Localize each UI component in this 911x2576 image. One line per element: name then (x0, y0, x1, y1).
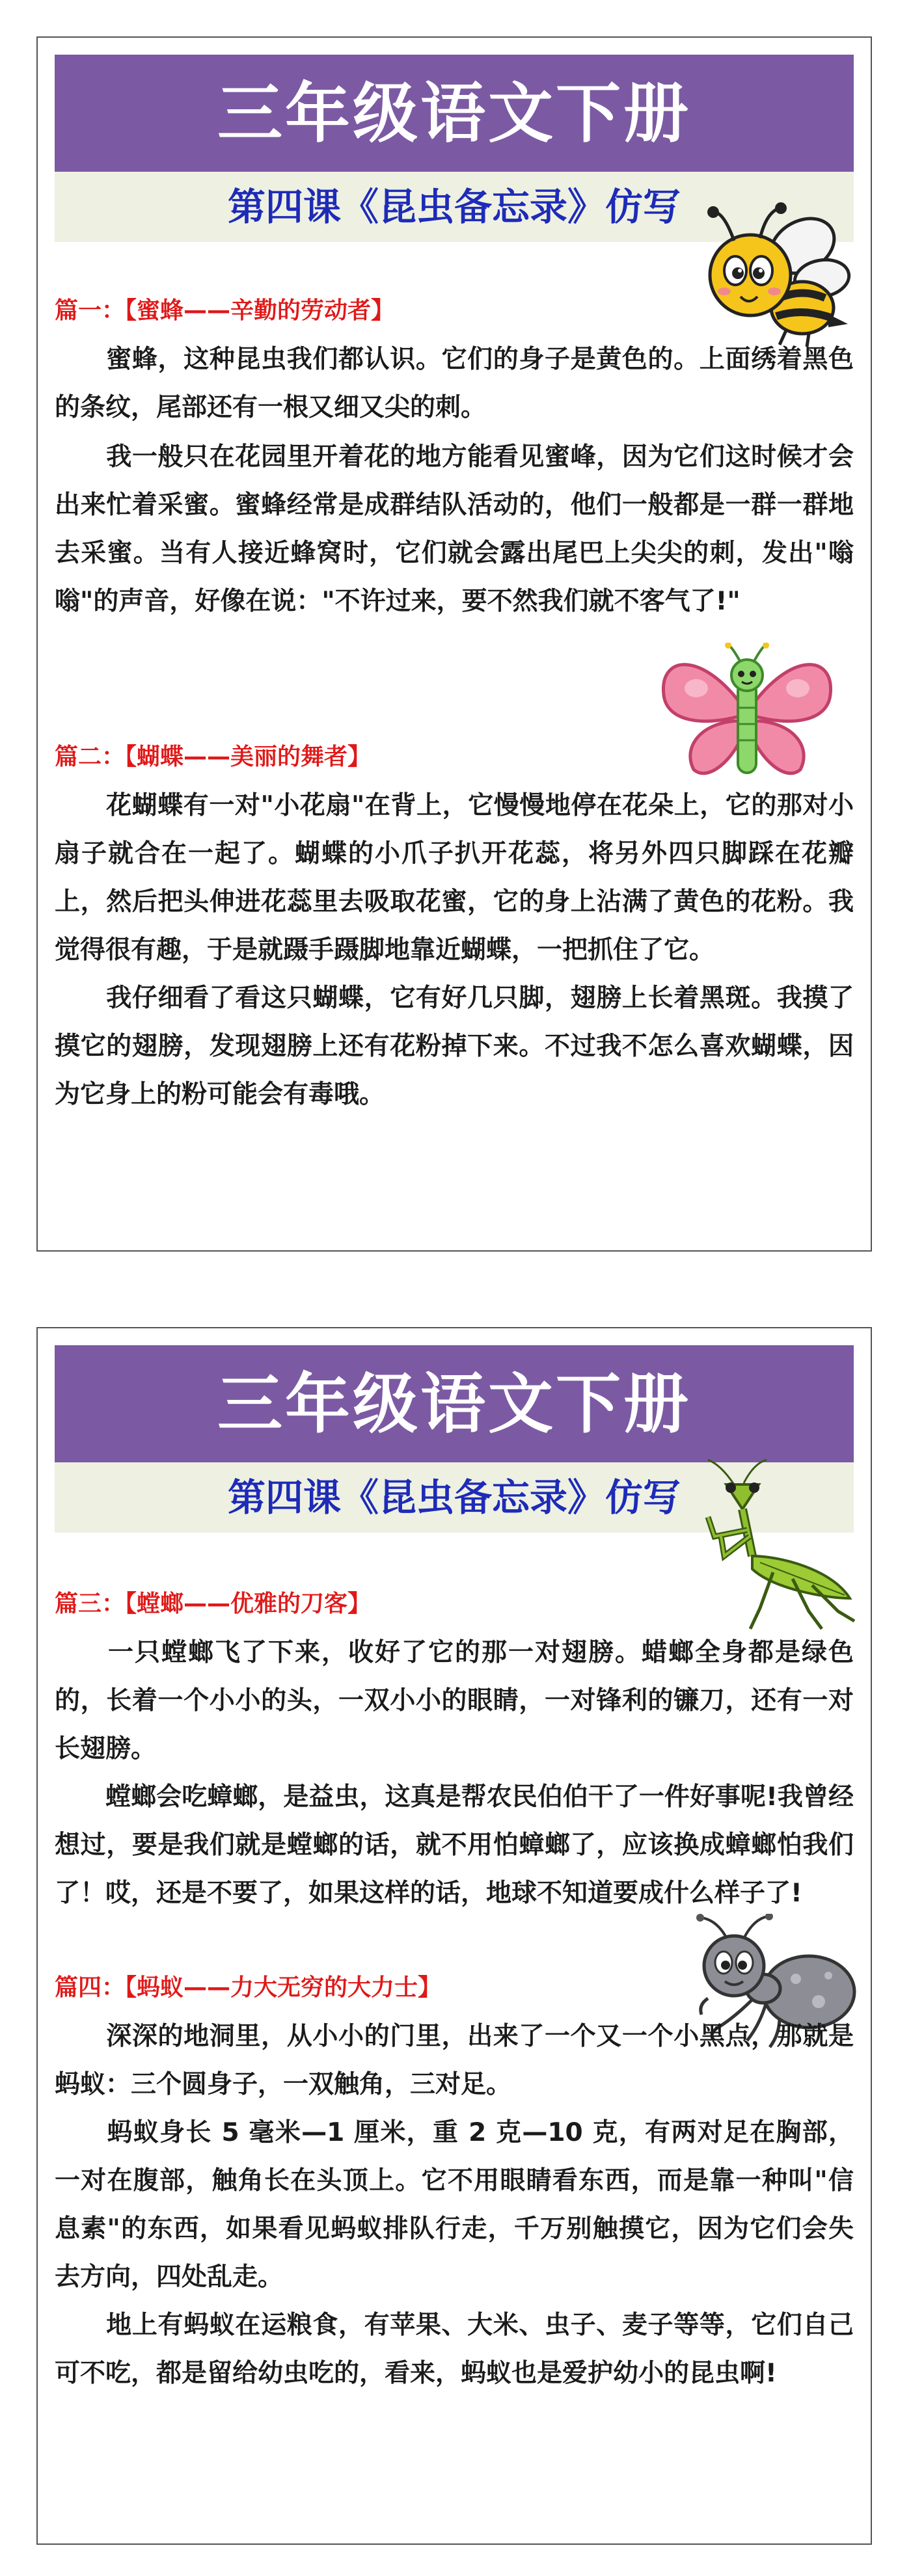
paragraph: 螳螂会吃蟑螂，是益虫，这真是帮农民伯伯干了一件好事呢!我曾经想过，要是我们就是螳螂的话，就不用怕蟑螂了，应该换成蟑螂怕我们了！哎，还是不要了，如果这样的话，地球不知道要成什么样子了! (55, 1782, 854, 1908)
butterfly-icon (656, 643, 838, 786)
paragraph: 我仔细看了看这只蝴蝶，它有好几只脚，翅膀上长着黑斑。我摸了摸它的翅膀，发现翅膀上还有花粉掉下来。不过我不怎么喜欢蝴蝶，因为它身上的粉可能会有毒哦。 (55, 984, 854, 1109)
page-subtitle: 第四课《昆虫备忘录》仿写 (55, 1462, 854, 1533)
paragraph: 地上有蚂蚁在运粮食，有苹果、大米、虫子、麦子等等，它们自己可不吃，都是留给幼虫吃的，看来，蚂蚁也是爱护幼小的昆虫啊! (55, 2311, 854, 2388)
paragraph: 花蝴蝶有一对"小花扇"在背上，它慢慢地停在花朵上，它的那对小扇子就合在一起了。蝴蝶的小爪子扒开花蕊，将另外四只脚踩在花瓣上，然后把头伸进花蕊里去吸取花蜜，它的身上沾满了黄色的花粉。我觉得很有趣，于是就蹑手蹑脚地靠近蝴蝶，一把抓住了它。 (55, 791, 854, 965)
section-heading: 篇一：【蜜蜂——辛勤的劳动者】 (55, 297, 395, 324)
paragraph: 深深的地洞里，从小小的门里，出来了一个又一个小黑点，那就是蚂蚁：三个圆身子，一双触角，三对足。 (55, 2022, 854, 2099)
paragraph: 蜜蜂，这种昆虫我们都认识。它们的身子是黄色的。上面绣着黑色的条纹，尾部还有一根又细又尖的刺。 (55, 345, 854, 422)
page-title: 三年级语文下册 (55, 55, 854, 172)
page-1 (36, 36, 872, 1252)
page-subtitle: 第四课《昆虫备忘录》仿写 (55, 172, 854, 242)
page-title: 三年级语文下册 (55, 1345, 854, 1462)
mantis-icon (695, 1458, 858, 1634)
section-heading: 篇三：【螳螂——优雅的刀客】 (55, 1590, 372, 1617)
bee-icon (688, 200, 858, 350)
section-heading: 篇四：【蚂蚁——力大无穷的大力士】 (55, 1974, 442, 2001)
paragraph: 一只螳螂飞了下来，收好了它的那一对翅膀。蜡螂全身都是绿色的，长着一个小小的头，一双小小的眼睛，一对锋利的镰刀，还有一对长翅膀。 (55, 1638, 854, 1764)
paragraph: 蚂蚁身长 5 毫米—1 厘米，重 2 克—10 克，有两对足在胸部，一对在腹部，触角长在头顶上。它不用眼睛看东西，而是靠一种叫"信息素"的东西，如果看见蚂蚁排队行走，千万别触摸它，因为它们会失去方向，四处乱走。 (55, 2118, 854, 2292)
paragraph: 我一般只在花园里开着花的地方能看见蜜峰，因为它们这时候才会出来忙着采蜜。蜜蜂经常是成群结队活动的，他们一般都是一群一群地去采蜜。当有人接近蜂窝时，它们就会露出尾巴上尖尖的刺，发出"嗡嗡"的声音，好像在说："不许过来，要不然我们就不客气了!" (55, 442, 854, 616)
section-heading: 篇二：【蝴蝶——美丽的舞者】 (55, 744, 372, 770)
page-2 (36, 1327, 872, 2545)
